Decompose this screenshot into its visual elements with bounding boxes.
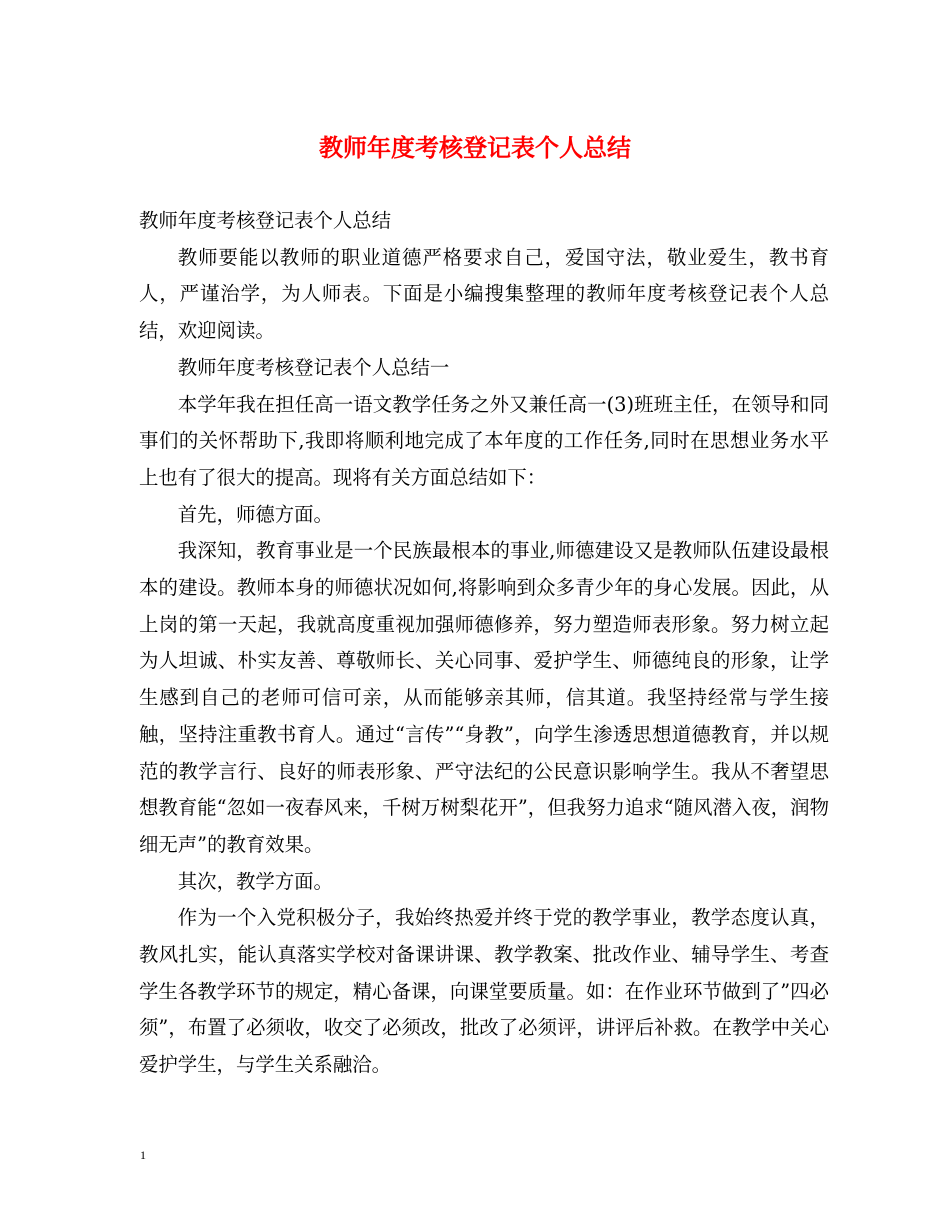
paragraph-heading-teaching: 其次，教学方面。 <box>177 869 333 893</box>
paragraph-teaching: 作为一个入党积极分子，我始终热爱并终于党的教学事业，教学态度认真，教风扎实，能认真落实学校对备课讲课、教学教案、批改作业、辅导学生、考查学生各教学环节的规定，精心备课，向课堂要质量。如：在作业环节做到了”四必须”，布置了必须收，收交了必须改，批改了必须评，讲评后补救。在教学中关心爱护学生，与学生关系融洽。 <box>139 906 829 1077</box>
document-body <box>139 203 829 1084</box>
paragraph-section-heading: 教师年度考核登记表个人总结一 <box>177 355 450 379</box>
paragraph-heading-ethics: 首先，师德方面。 <box>177 502 333 526</box>
paragraph-intro: 教师要能以教师的职业道德严格要求自己，爱国守法，敬业爱生，教书育人，严谨治学，为人师表。下面是小编搜集整理的教师年度考核登记表个人总结，欢迎阅读。 <box>139 245 829 343</box>
paragraph-overview: 本学年我在担任高一语文教学任务之外又兼任高一(3)班班主任，在领导和同事们的关怀帮助下,我即将顺利地完成了本年度的工作任务,同时在思想业务水平上也有了很大的提高。现将有关方面总结如下： <box>139 392 829 489</box>
paragraph-ethics: 我深知，教育事业是一个民族最根本的事业,师德建设又是教师队伍建设最根本的建设。教师本身的师德状况如何,将影响到众多青少年的身心发展。因此，从上岗的第一天起，我就高度重视加强师德修养，努力塑造师表形象。努力树立起为人坦诚、朴实友善、尊敬师长、关心同事、爱护学生、师德纯良的形象，让学生感到自己的老师可信可亲，从而能够亲其师，信其道。我坚持经常与学生接触，坚持注重教书育人。通过“言传”“身教”，向学生渗透思想道德教育，并以规范的教学言行、良好的师表形象、严守法纪的公民意识影响学生。我从不奢望思想教育能“忽如一夜春风来，千树万树梨花开”，但我努力追求“随风潜入夜，润物细无声”的教育效果。 <box>139 539 829 856</box>
document-title: 教师年度考核登记表个人总结 <box>319 133 631 162</box>
paragraph-subtitle: 教师年度考核登记表个人总结 <box>139 209 392 232</box>
page-number: 1 <box>140 1148 146 1162</box>
